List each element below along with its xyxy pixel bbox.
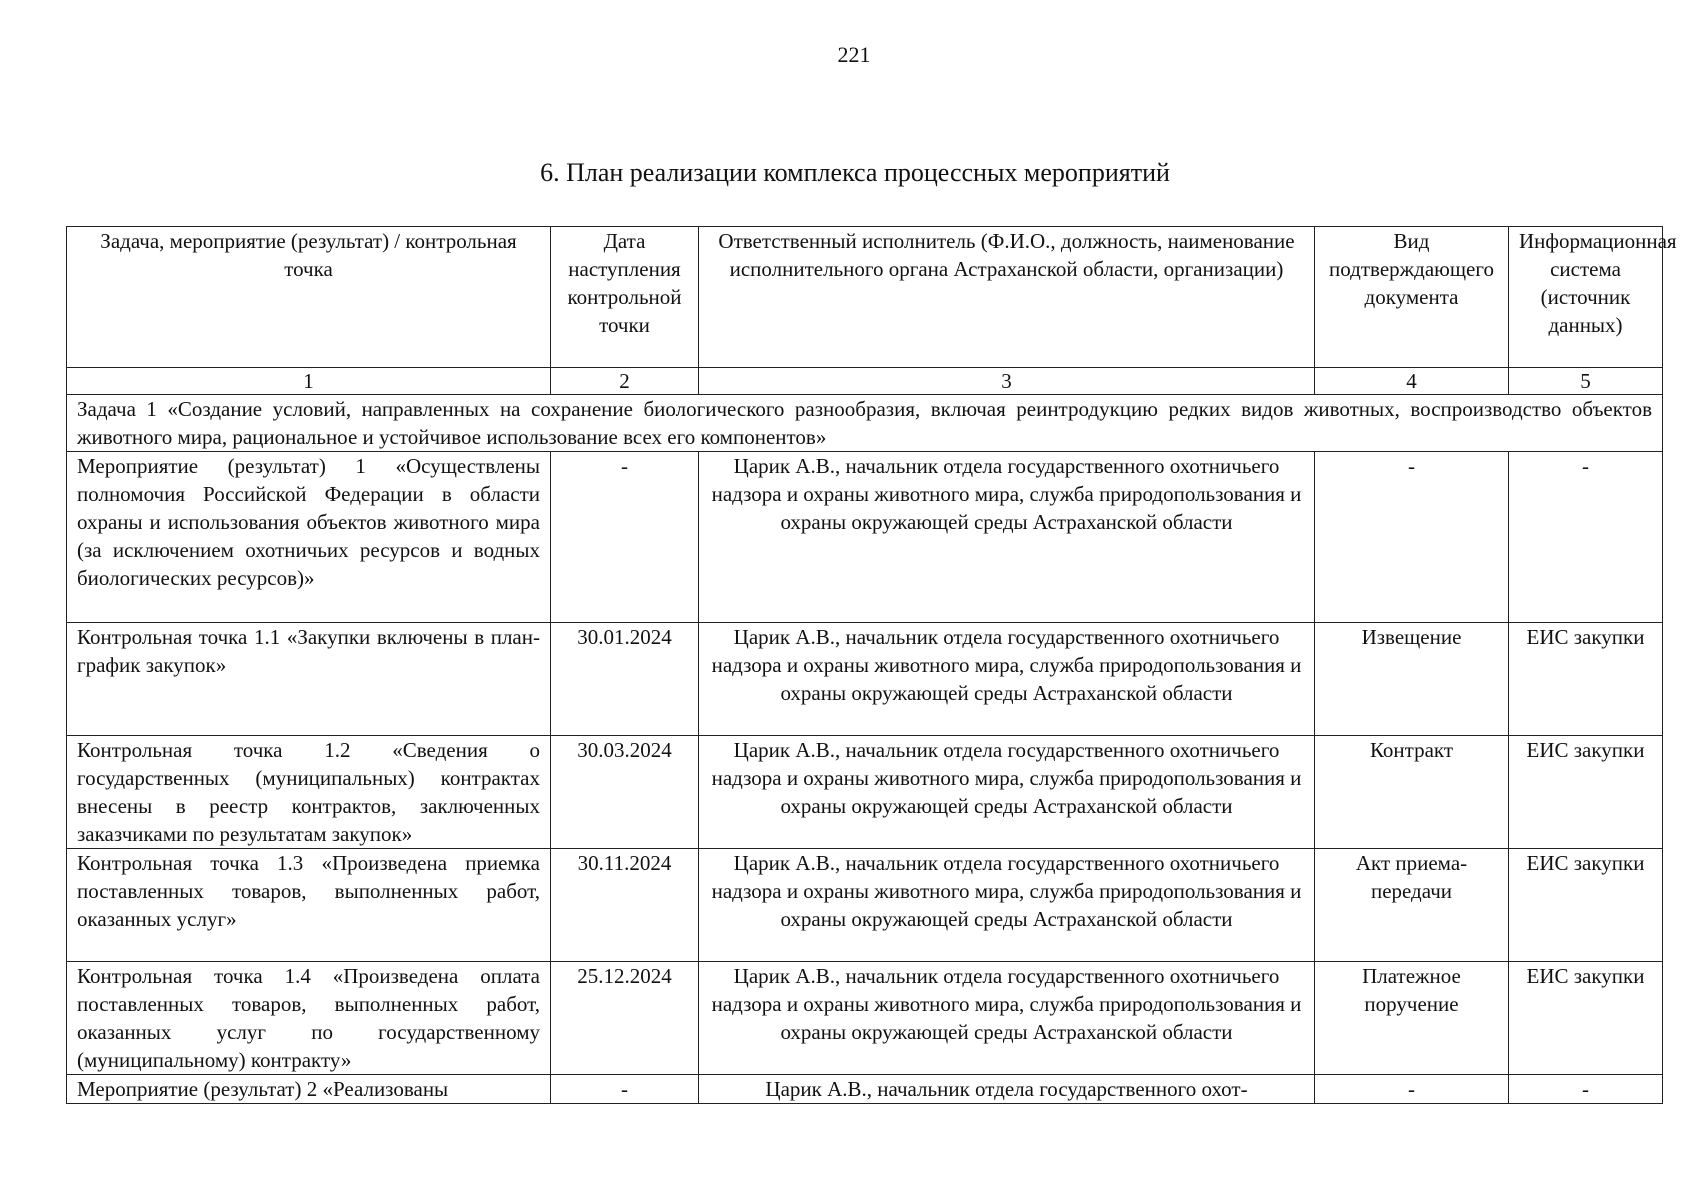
row-item: Контрольная точка 1.1 «Закупки включены в план-график закупок» <box>67 623 551 736</box>
row-date: 25.12.2024 <box>551 962 699 1075</box>
row-executor: Царик А.В., начальник отдела государственного охотничьего надзора и охраны животного мира, служба природопользования и охраны окружающей среды Астраханской области <box>699 736 1315 849</box>
table-row <box>67 736 1663 849</box>
column-number: 4 <box>1315 368 1509 395</box>
column-number: 1 <box>67 368 551 395</box>
table-row <box>67 962 1663 1075</box>
column-number: 3 <box>699 368 1315 395</box>
header-document: Вид подтверждающего документа <box>1315 227 1509 368</box>
table-row <box>67 1075 1663 1104</box>
row-date: 30.01.2024 <box>551 623 699 736</box>
row-item: Мероприятие (результат) 2 «Реализованы <box>67 1075 551 1104</box>
row-item: Контрольная точка 1.2 «Сведения о государственных (муниципальных) контрактах внесены в реестр контрактов, заключенных заказчиками по результатам закупок» <box>67 736 551 849</box>
document-title: 6. План реализации комплекса процессных мероприятий <box>540 158 1170 187</box>
row-system: ЕИС закупки <box>1509 736 1663 849</box>
row-system: - <box>1509 452 1663 623</box>
row-system: - <box>1509 1075 1663 1104</box>
row-date: - <box>551 1075 699 1104</box>
table-row <box>67 849 1663 962</box>
row-system: ЕИС закупки <box>1509 962 1663 1075</box>
row-document: - <box>1315 452 1509 623</box>
table-row <box>67 452 1663 623</box>
row-date: - <box>551 452 699 623</box>
row-item: Мероприятие (результат) 1 «Осуществлены полномочия Российской Федерации в области охраны и использования объектов животного мира (за исключением охотничьих ресурсов и водных биологических ресурсов)» <box>67 452 551 623</box>
row-item: Контрольная точка 1.3 «Произведена приемка поставленных товаров, выполненных работ, оказанных услуг» <box>67 849 551 962</box>
header-row <box>67 227 1663 368</box>
header-task: Задача, мероприятие (результат) / контрольная точка <box>67 227 551 368</box>
plan-table <box>66 226 1677 1104</box>
column-number: 2 <box>551 368 699 395</box>
task-row <box>67 395 1663 452</box>
row-executor: Царик А.В., начальник отдела государственного охотничьего надзора и охраны животного мира, служба природопользования и охраны окружающей среды Астраханской области <box>699 452 1315 623</box>
document-title-wrap <box>0 158 1560 188</box>
row-executor: Царик А.В., начальник отдела государственного охотничьего надзора и охраны животного мира, служба природопользования и охраны окружающей среды Астраханской области <box>699 849 1315 962</box>
table-row <box>67 623 1663 736</box>
row-document: Извещение <box>1315 623 1509 736</box>
row-executor: Царик А.В., начальник отдела государственного охотничьего надзора и охраны животного мира, служба природопользования и охраны окружающей среды Астраханской области <box>699 962 1315 1075</box>
column-number: 5 <box>1509 368 1663 395</box>
row-item: Контрольная точка 1.4 «Произведена оплата поставленных товаров, выполненных работ, оказанных услуг по государственному (муниципальному) контракту» <box>67 962 551 1075</box>
header-executor: Ответственный исполнитель (Ф.И.О., должность, наименование исполнительного органа Астраханской области, организации) <box>699 227 1315 368</box>
task-text: Задача 1 «Создание условий, направленных на сохранение биологического разнообразия, включая реинтродукцию редких видов животных, воспроизводство объектов животного мира, рациональное и устойчивое использование всех его компонентов» <box>67 395 1663 452</box>
row-executor: Царик А.В., начальник отдела государственного охот- <box>699 1075 1315 1104</box>
header-date: Дата наступления контрольной точки <box>551 227 699 368</box>
column-number-row <box>67 368 1663 395</box>
row-document: Акт приема-передачи <box>1315 849 1509 962</box>
page-number: 221 <box>837 42 871 67</box>
row-date: 30.03.2024 <box>551 736 699 849</box>
row-document: - <box>1315 1075 1509 1104</box>
row-document: Платежное поручение <box>1315 962 1509 1075</box>
row-system: ЕИС закупки <box>1509 849 1663 962</box>
header-system: Информационная система (источник данных) <box>1509 227 1663 368</box>
row-system: ЕИС закупки <box>1509 623 1663 736</box>
row-date: 30.11.2024 <box>551 849 699 962</box>
row-executor: Царик А.В., начальник отдела государственного охотничьего надзора и охраны животного мира, служба природопользования и охраны окружающей среды Астраханской области <box>699 623 1315 736</box>
row-document: Контракт <box>1315 736 1509 849</box>
